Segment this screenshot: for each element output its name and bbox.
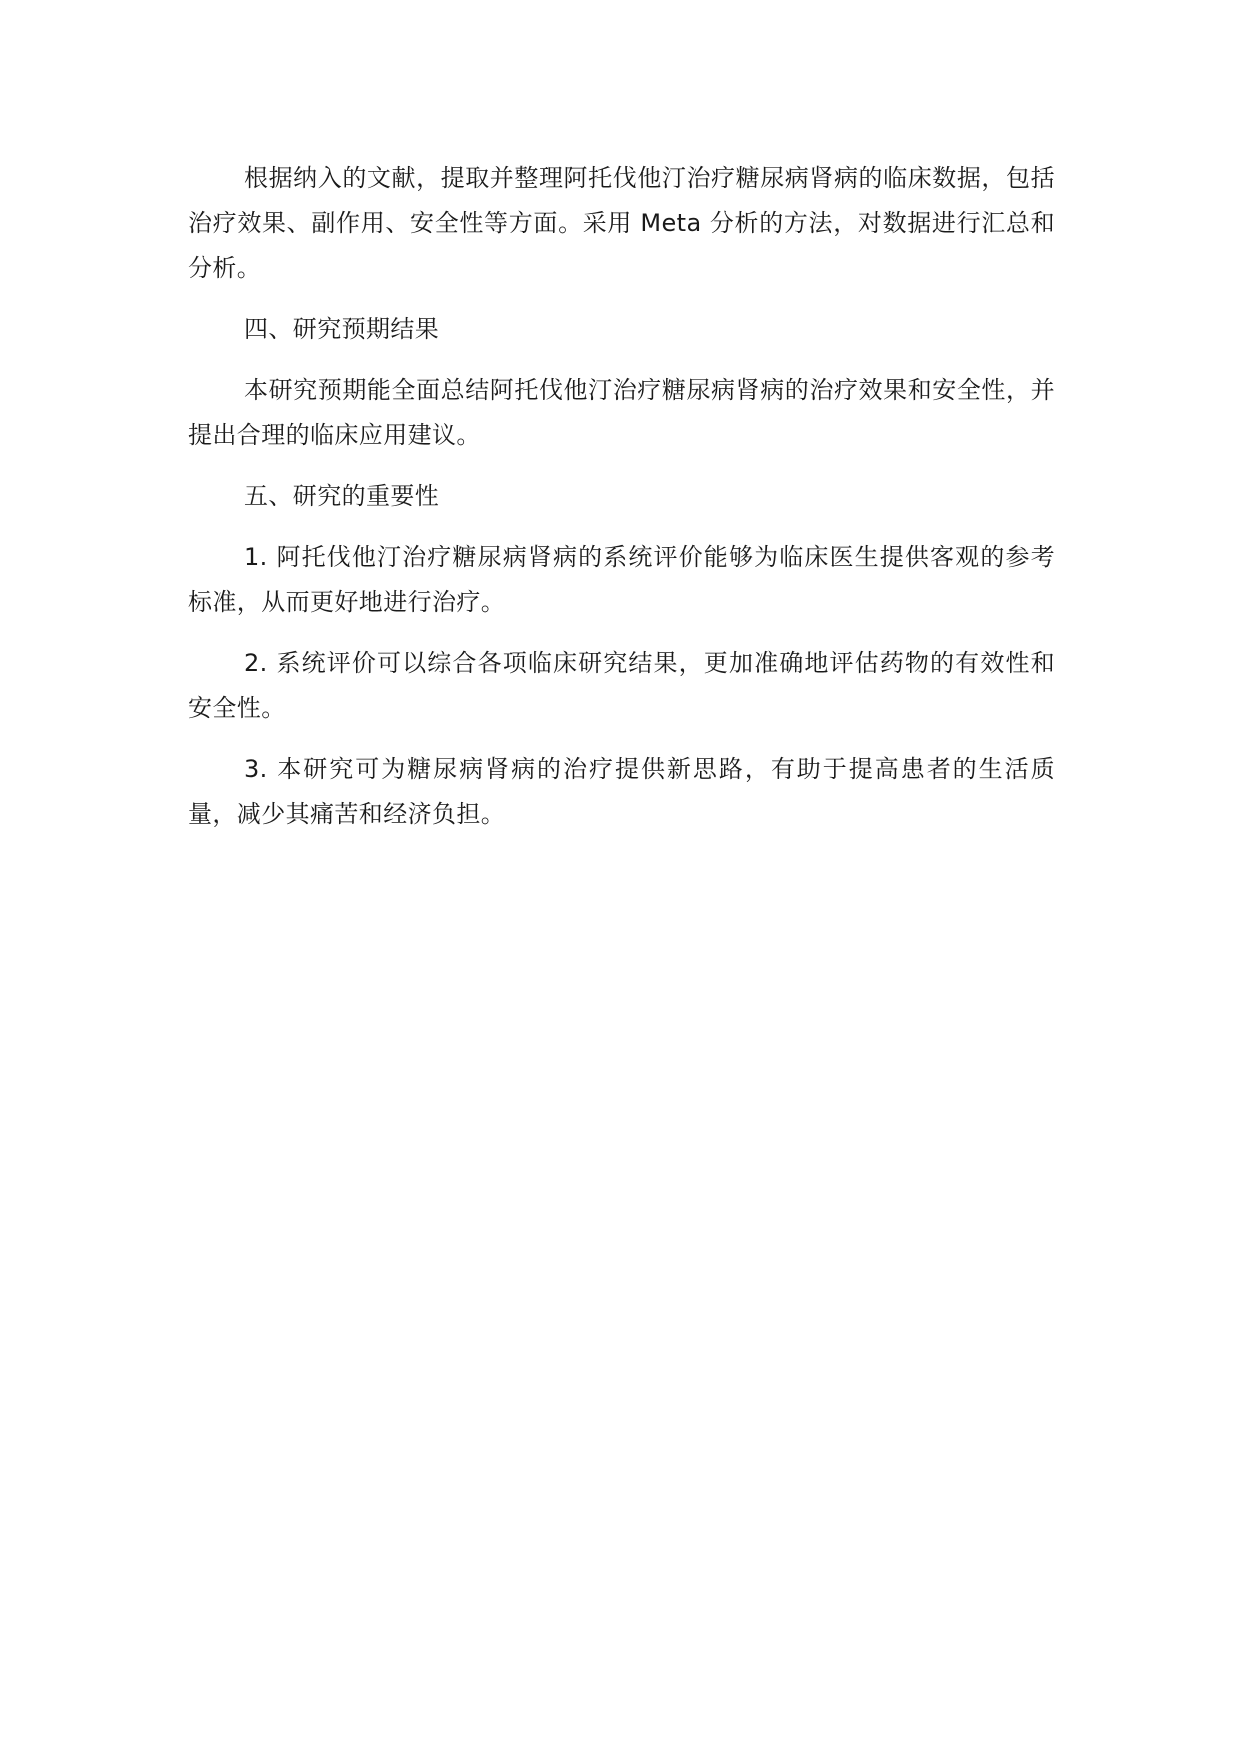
list-item-importance-2: 2. 系统评价可以综合各项临床研究结果，更加准确地评估药物的有效性和安全性。 (188, 649, 1055, 722)
document-body (188, 156, 1055, 853)
paragraph-expected-results: 本研究预期能全面总结阿托伐他汀治疗糖尿病肾病的治疗效果和安全性，并提出合理的临床应用建议。 (188, 376, 1055, 449)
list-item-importance-1: 1. 阿托伐他汀治疗糖尿病肾病的系统评价能够为临床医生提供客观的参考标准，从而更好地进行治疗。 (188, 543, 1055, 616)
section-heading-expected-results: 四、研究预期结果 (244, 315, 440, 343)
section-heading-importance: 五、研究的重要性 (244, 482, 440, 510)
paragraph-data-extraction: 根据纳入的文献，提取并整理阿托伐他汀治疗糖尿病肾病的临床数据，包括治疗效果、副作用、安全性等方面。采用 Meta 分析的方法，对数据进行汇总和分析。 (188, 164, 1055, 282)
list-item-importance-3: 3. 本研究可为糖尿病肾病的治疗提供新思路，有助于提高患者的生活质量，减少其痛苦和经济负担。 (188, 755, 1055, 828)
